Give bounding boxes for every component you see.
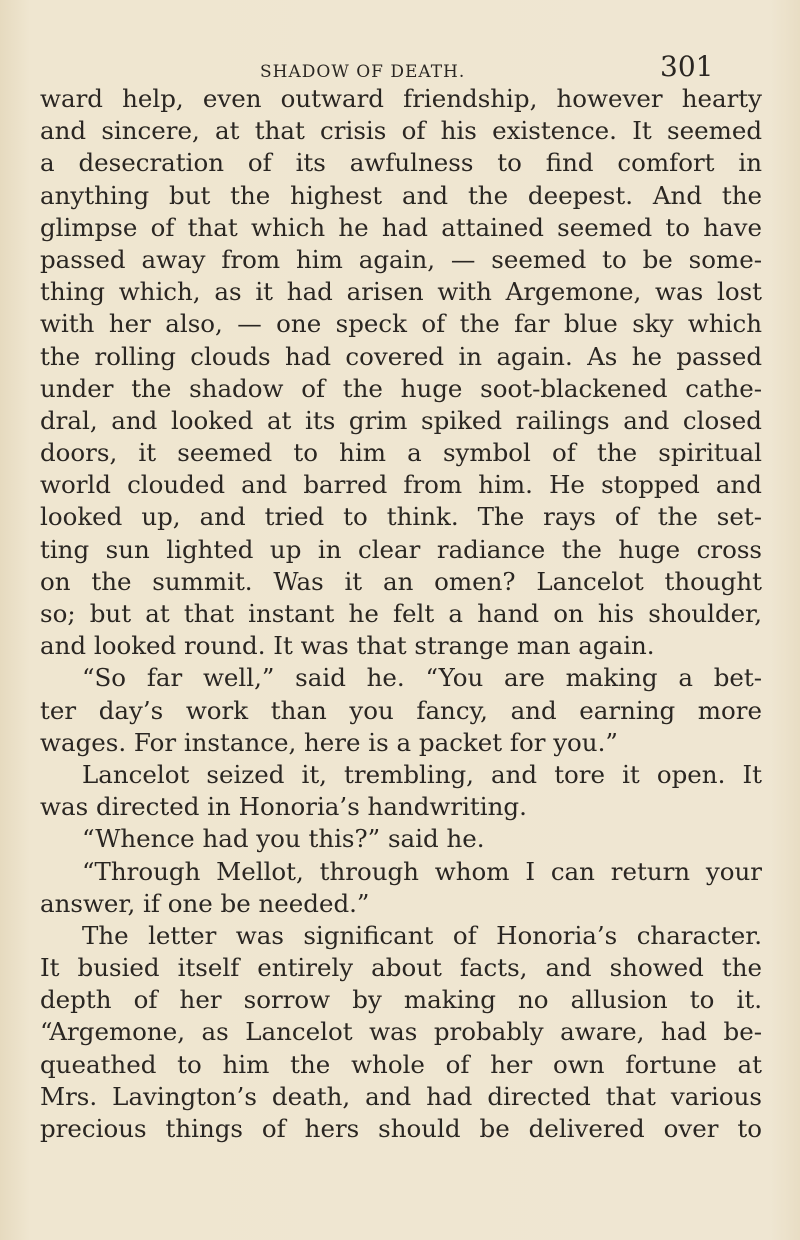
text-line: under the shadow of the huge soot-blackened cathe- bbox=[40, 373, 762, 403]
text-line: depth of her sorrow by making no allusion to it. bbox=[40, 985, 762, 1015]
text-line: and sincere, at that crisis of his existence. It seemed bbox=[40, 116, 762, 146]
text-line: The letter was significant of Honoria’s character. bbox=[82, 920, 762, 950]
text-line: glimpse of that which he had attained seemed to have bbox=[40, 212, 762, 242]
text-line: world clouded and barred from him. He stopped and bbox=[40, 470, 762, 500]
text-line: passed away from him again, — seemed to be some- bbox=[40, 244, 762, 274]
text-line: queathed to him the whole of her own fortune at bbox=[40, 1049, 762, 1079]
text-line: “Whence had you this?” said he. bbox=[82, 824, 485, 854]
running-head: SHADOW OF DEATH. bbox=[260, 62, 466, 82]
text-line: Lancelot seized it, trembling, and tore it open. It bbox=[82, 759, 762, 789]
text-line: Mrs. Lavington’s death, and had directed that various bbox=[40, 1081, 762, 1111]
text-line: anything but the highest and the deepest. And the bbox=[40, 180, 762, 210]
text-line: ward help, even outward friendship, however hearty bbox=[40, 84, 762, 113]
text-line: “So far well,” said he. “You are making a bet- bbox=[82, 663, 762, 693]
text-line: It busied itself entirely about facts, and showed the bbox=[40, 953, 762, 983]
text-line: “Through Mellot, through whom I can return your bbox=[82, 856, 762, 886]
page-number: 301 bbox=[660, 50, 714, 83]
text-line: ter day’s work than you fancy, and earning more bbox=[40, 695, 762, 725]
text-line: answer, if one be needed.” bbox=[40, 888, 370, 918]
text-line: on the summit. Was it an omen? Lancelot thought bbox=[40, 566, 762, 596]
text-line: wages. For instance, here is a packet for you.” bbox=[40, 727, 618, 757]
text-line: so; but at that instant he felt a hand on his shoulder, bbox=[40, 599, 762, 628]
page-header bbox=[0, 48, 800, 88]
body-text bbox=[40, 83, 762, 1145]
text-line: thing which, as it had arisen with Argemone, was lost bbox=[40, 277, 762, 307]
text-line: a desecration of its awfulness to find comfort in bbox=[40, 148, 762, 178]
text-line: with her also, — one speck of the far blue sky which bbox=[40, 309, 762, 339]
text-line: looked up, and tried to think. The rays of the set- bbox=[40, 502, 762, 532]
text-line: “Argemone, as Lancelot was probably aware, had be- bbox=[40, 1017, 762, 1047]
text-line: and looked round. It was that strange man again. bbox=[40, 631, 655, 661]
text-line: dral, and looked at its grim spiked railings and closed bbox=[40, 405, 762, 435]
text-line: the rolling clouds had covered in again. As he passed bbox=[40, 341, 762, 371]
text-line: was directed in Honoria’s handwriting. bbox=[40, 792, 527, 822]
text-line: precious things of hers should be delivered over to bbox=[40, 1114, 762, 1143]
text-line: doors, it seemed to him a symbol of the spiritual bbox=[40, 438, 762, 468]
text-line: ting sun lighted up in clear radiance the huge cross bbox=[40, 534, 762, 564]
